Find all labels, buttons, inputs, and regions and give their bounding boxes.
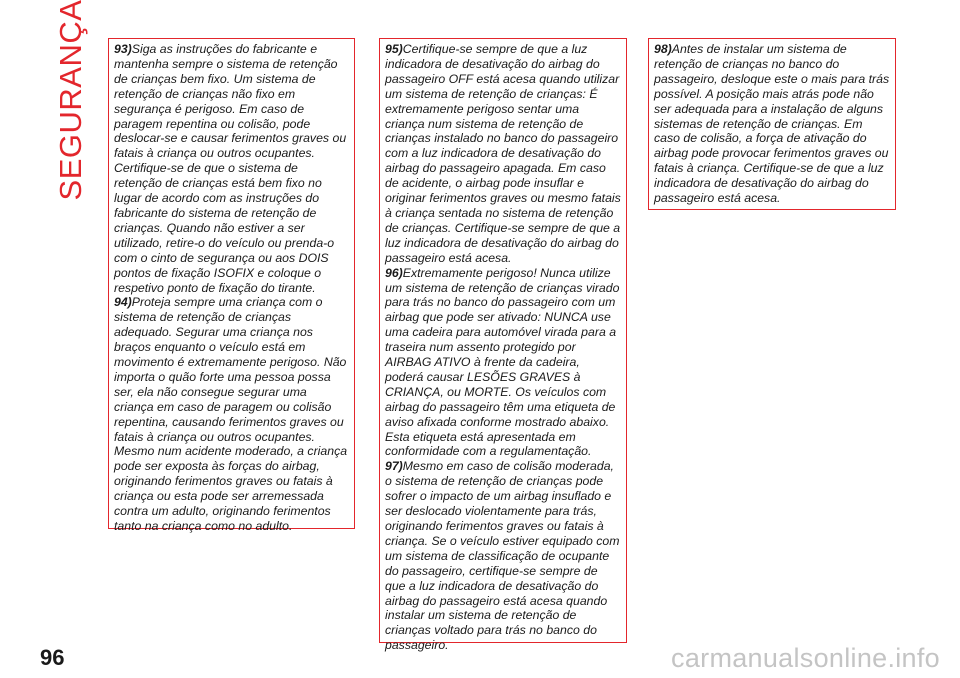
note-text: Extremamente perigoso! Nunca utilize um sistema de retenção de crianças virado para trás no banco do passageiro com um airbag que pode ser ativado: NUNCA use uma cadeira para automóvel virada para a traseira num assento protegido por AIRBAG ATIVO à frente da cadeira, poderá causar LESÕES GRAVES à CRIANÇA, ou MORTE. Os veículos com airbag do passageiro têm uma etiqueta de aviso afixada conforme mostrado abaixo. Esta etiqueta está apresentada em conformidade com a regulamentação. xyxy=(385,265,620,459)
note-text: Antes de instalar um sistema de retenção de crianças no banco do passageiro, desloque este o mais para trás possível. A posição mais atrás pode não ser adequada para a instalação de alguns sistemas de retenção de crianças. Em caso de colisão, a força de ativação do airbag pode provocar ferimentos graves ou fatais à criança. Certifique-se de que a luz indicadora de desativação do airbag do passageiro está acesa. xyxy=(654,42,890,206)
warning-note-93 xyxy=(114,42,349,295)
note-number: 98) xyxy=(654,42,672,56)
note-number: 93) xyxy=(114,42,132,56)
note-text: Proteja sempre uma criança com o sistema de retenção de crianças adequado. Segurar uma criança nos braços enquanto o veículo está em movimento é extremamente perigoso. Não importa o quão forte uma pessoa possa ser, ela não consegue segurar uma criança em caso de paragem ou colisão repentina, causando ferimentos graves ou fatais à criança ou outros ocupantes. Mesmo num acidente moderado, a criança pode ser exposta às forças do airbag, originando ferimentos graves ou fatais à criança ou esta pode ser arremessada contra um adulto, originando ferimentos tanto na criança como no adulto. xyxy=(114,295,348,533)
warning-note-94 xyxy=(114,295,349,534)
warning-note-96 xyxy=(385,266,621,460)
note-number: 94) xyxy=(114,295,132,310)
warning-note-97 xyxy=(385,459,621,653)
note-number: 95) xyxy=(385,42,403,56)
note-text: Certifique-se sempre de que a luz indicadora de desativação do airbag do passageiro OFF está acesa quando utilizar um sistema de retenção de crianças: É extremamente perigoso sentar uma criança num sistema de retenção de crianças instalado no banco do passageiro com a luz indicadora de desativação do airbag do passageiro apagada. Em caso de acidente, o airbag pode insuflar e originar ferimentos graves ou mesmo fatais à criança sentada no sistema de retenção de crianças. Certifique-se sempre de que a luz indicadora de desativação do airbag do passageiro está acesa. xyxy=(385,42,621,265)
warning-box-column-2 xyxy=(379,38,627,653)
warning-box-column-3 xyxy=(648,38,896,210)
page-number: 96 xyxy=(40,645,65,670)
section-label xyxy=(46,0,96,201)
note-text: Siga as instruções do fabricante e mantenha sempre o sistema de retenção de crianças bem fixo. Um sistema de retenção de crianças não fixo em segurança é perigoso. Em caso de paragem repentina ou colisão, pode deslocar-se e causar ferimentos graves ou fatais à criança ou outros ocupantes. Certifique-se de que o sistema de retenção de crianças está bem fixo no lugar de acordo com as instruções do fabricante do sistema de retenção de crianças. Quando não estiver a ser utilizado, retire-o do veículo ou prenda-o com o cinto de segurança ou aos DOIS pontos de fixação ISOFIX e coloque o respetivo ponto de fixação do tirante. xyxy=(114,42,347,295)
warning-note-95 xyxy=(385,42,621,266)
watermark: carmanualsonline.info xyxy=(671,643,940,673)
warning-box-column-1 xyxy=(108,38,355,533)
note-text: Mesmo em caso de colisão moderada, o sistema de retenção de crianças pode sofrer o impacto de um airbag insuflado e ser deslocado violentamente para trás, originando ferimentos graves ou fatais à criança. Se o veículo estiver equipado com um sistema de classificação de ocupante do passageiro, certifique-se sempre de que a luz indicadora de desativação do airbag do passageiro está acesa quando instalar um sistema de retenção de crianças voltado para trás no banco do passageiro. xyxy=(385,459,620,653)
note-number: 97) xyxy=(385,459,403,474)
note-number: 96) xyxy=(385,265,403,280)
warning-note-98 xyxy=(654,42,890,206)
section-label-text: SEGURANÇA xyxy=(53,0,88,201)
